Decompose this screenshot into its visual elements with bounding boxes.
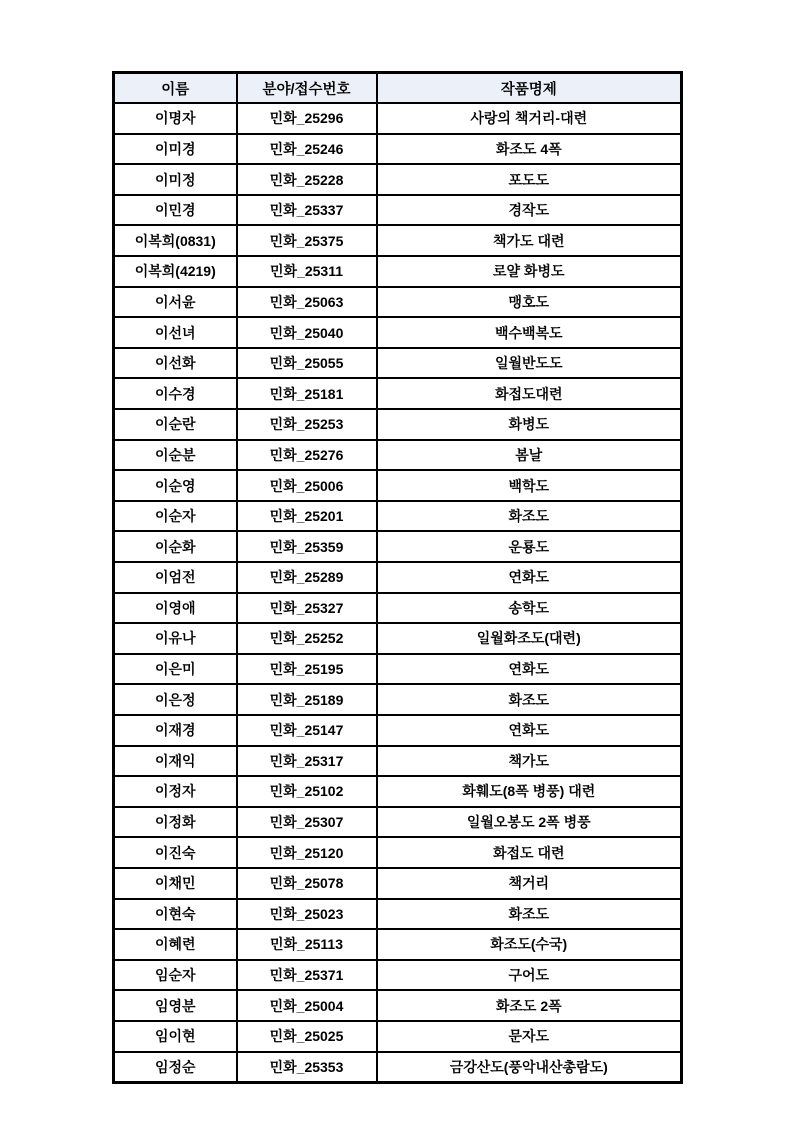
receipt-number-cell: 민화_25317 [237, 746, 377, 777]
table-row [114, 929, 682, 960]
receipt-number-cell: 민화_25113 [237, 929, 377, 960]
name-cell: 이재익 [114, 746, 237, 777]
receipt-number-cell: 민화_25228 [237, 164, 377, 195]
receipt-number-cell: 민화_25102 [237, 776, 377, 807]
table-row [114, 990, 682, 1021]
name-cell: 이선녀 [114, 317, 237, 348]
table-row [114, 1021, 682, 1052]
work-title-cell: 책거리 [377, 868, 682, 899]
work-title-cell: 화조도 [377, 899, 682, 930]
table-row [114, 807, 682, 838]
work-title-cell: 일월반도도 [377, 348, 682, 379]
table-row [114, 103, 682, 134]
table-row [114, 715, 682, 746]
receipt-number-cell: 민화_25120 [237, 837, 377, 868]
table-row [114, 317, 682, 348]
receipt-number-cell: 민화_25289 [237, 562, 377, 593]
receipt-number-cell: 민화_25296 [237, 103, 377, 134]
work-title-cell: 금강산도(풍악내산총람도) [377, 1052, 682, 1083]
name-cell: 이민경 [114, 195, 237, 226]
work-title-cell: 화접도 대련 [377, 837, 682, 868]
table-row [114, 899, 682, 930]
name-cell: 이혜련 [114, 929, 237, 960]
name-cell: 이채민 [114, 868, 237, 899]
receipt-number-cell: 민화_25189 [237, 684, 377, 715]
receipt-number-cell: 민화_25055 [237, 348, 377, 379]
name-cell: 이수경 [114, 378, 237, 409]
table-row [114, 776, 682, 807]
work-title-cell: 화조도(수국) [377, 929, 682, 960]
name-cell: 이순자 [114, 501, 237, 532]
name-cell: 이명자 [114, 103, 237, 134]
work-title-cell: 화훼도(8폭 병풍) 대련 [377, 776, 682, 807]
table-row [114, 837, 682, 868]
receipt-number-cell: 민화_25181 [237, 378, 377, 409]
header-row [114, 73, 682, 104]
receipt-number-cell: 민화_25327 [237, 593, 377, 624]
receipt-number-cell: 민화_25252 [237, 623, 377, 654]
name-cell: 이은정 [114, 684, 237, 715]
name-cell: 이선화 [114, 348, 237, 379]
name-cell: 이미경 [114, 134, 237, 165]
table-row [114, 195, 682, 226]
work-title-cell: 책가도 [377, 746, 682, 777]
table-row [114, 164, 682, 195]
table-row [114, 868, 682, 899]
name-cell: 이재경 [114, 715, 237, 746]
table-header [114, 73, 682, 104]
work-title-cell: 연화도 [377, 562, 682, 593]
table-row [114, 1052, 682, 1083]
table-row [114, 562, 682, 593]
table-row [114, 225, 682, 256]
name-cell: 이서윤 [114, 287, 237, 318]
name-cell: 이유나 [114, 623, 237, 654]
header-field-receipt-number: 분야/접수번호 [237, 73, 377, 104]
name-cell: 이정화 [114, 807, 237, 838]
work-title-cell: 송학도 [377, 593, 682, 624]
table-row [114, 593, 682, 624]
receipt-number-cell: 민화_25025 [237, 1021, 377, 1052]
work-title-cell: 경작도 [377, 195, 682, 226]
name-cell: 이은미 [114, 654, 237, 685]
work-title-cell: 연화도 [377, 654, 682, 685]
name-cell: 이엄전 [114, 562, 237, 593]
work-title-cell: 화병도 [377, 409, 682, 440]
work-title-cell: 백수백복도 [377, 317, 682, 348]
work-title-cell: 책가도 대련 [377, 225, 682, 256]
table-row [114, 654, 682, 685]
table-row [114, 501, 682, 532]
name-cell: 이순영 [114, 470, 237, 501]
work-title-cell: 일월화조도(대련) [377, 623, 682, 654]
name-cell: 이순란 [114, 409, 237, 440]
table-row [114, 134, 682, 165]
work-title-cell: 화조도 [377, 684, 682, 715]
receipt-number-cell: 민화_25353 [237, 1052, 377, 1083]
receipt-number-cell: 민화_25006 [237, 470, 377, 501]
receipt-number-cell: 민화_25147 [237, 715, 377, 746]
table-row [114, 960, 682, 991]
work-title-cell: 구어도 [377, 960, 682, 991]
table-row [114, 684, 682, 715]
receipt-number-cell: 민화_25375 [237, 225, 377, 256]
name-cell: 임영분 [114, 990, 237, 1021]
receipt-number-cell: 민화_25201 [237, 501, 377, 532]
receipt-number-cell: 민화_25276 [237, 440, 377, 471]
name-cell: 이정자 [114, 776, 237, 807]
work-title-cell: 일월오봉도 2폭 병풍 [377, 807, 682, 838]
table-row [114, 378, 682, 409]
name-cell: 이영애 [114, 593, 237, 624]
receipt-number-cell: 민화_25246 [237, 134, 377, 165]
table-row [114, 409, 682, 440]
work-title-cell: 화조도 2폭 [377, 990, 682, 1021]
table-body [114, 103, 682, 1082]
receipt-number-cell: 민화_25023 [237, 899, 377, 930]
receipt-number-cell: 민화_25307 [237, 807, 377, 838]
work-title-cell: 화조도 4폭 [377, 134, 682, 165]
work-title-cell: 운룡도 [377, 531, 682, 562]
receipt-number-cell: 민화_25337 [237, 195, 377, 226]
work-title-cell: 맹호도 [377, 287, 682, 318]
header-name: 이름 [114, 73, 237, 104]
name-cell: 이미정 [114, 164, 237, 195]
table-row [114, 440, 682, 471]
name-cell: 이현숙 [114, 899, 237, 930]
table-row [114, 531, 682, 562]
receipt-number-cell: 민화_25004 [237, 990, 377, 1021]
name-cell: 이복희(0831) [114, 225, 237, 256]
name-cell: 임이현 [114, 1021, 237, 1052]
work-title-cell: 백학도 [377, 470, 682, 501]
table-row [114, 256, 682, 287]
work-title-cell: 포도도 [377, 164, 682, 195]
receipt-number-cell: 민화_25253 [237, 409, 377, 440]
name-cell: 이복희(4219) [114, 256, 237, 287]
receipt-number-cell: 민화_25078 [237, 868, 377, 899]
work-title-cell: 로얄 화병도 [377, 256, 682, 287]
table-row [114, 623, 682, 654]
table-row [114, 470, 682, 501]
receipt-number-cell: 민화_25311 [237, 256, 377, 287]
work-title-cell: 봄날 [377, 440, 682, 471]
entries-table [112, 71, 683, 1084]
receipt-number-cell: 민화_25063 [237, 287, 377, 318]
receipt-number-cell: 민화_25371 [237, 960, 377, 991]
work-title-cell: 문자도 [377, 1021, 682, 1052]
receipt-number-cell: 민화_25359 [237, 531, 377, 562]
work-title-cell: 연화도 [377, 715, 682, 746]
receipt-number-cell: 민화_25040 [237, 317, 377, 348]
receipt-number-cell: 민화_25195 [237, 654, 377, 685]
name-cell: 이순화 [114, 531, 237, 562]
name-cell: 이순분 [114, 440, 237, 471]
header-work-title: 작품명제 [377, 73, 682, 104]
work-title-cell: 화접도대련 [377, 378, 682, 409]
name-cell: 임정순 [114, 1052, 237, 1083]
table-row [114, 287, 682, 318]
work-title-cell: 사랑의 책거리-대련 [377, 103, 682, 134]
table-row [114, 348, 682, 379]
work-title-cell: 화조도 [377, 501, 682, 532]
name-cell: 이진숙 [114, 837, 237, 868]
table-row [114, 746, 682, 777]
name-cell: 임순자 [114, 960, 237, 991]
